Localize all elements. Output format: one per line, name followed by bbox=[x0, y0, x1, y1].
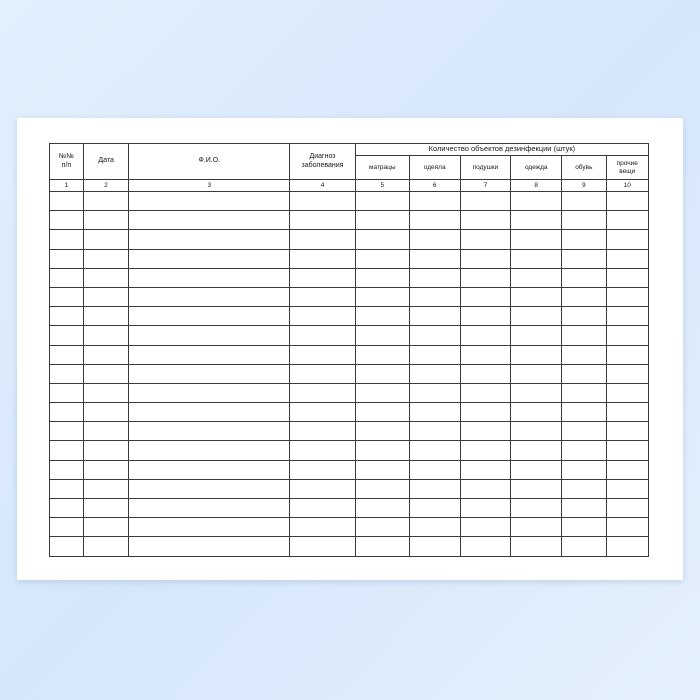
table-cell[interactable] bbox=[562, 249, 606, 268]
table-cell[interactable] bbox=[409, 345, 460, 364]
table-cell[interactable] bbox=[290, 537, 356, 556]
table-cell[interactable] bbox=[460, 441, 511, 460]
table-cell[interactable] bbox=[355, 364, 409, 383]
paper-sheet bbox=[17, 118, 683, 580]
table-cell[interactable] bbox=[129, 249, 290, 268]
table-cell[interactable] bbox=[562, 211, 606, 230]
table-cell[interactable] bbox=[562, 345, 606, 364]
column-number-7: 7 bbox=[460, 180, 511, 192]
table-cell[interactable] bbox=[511, 537, 562, 556]
table-cell[interactable] bbox=[290, 230, 356, 249]
table-cell[interactable] bbox=[511, 211, 562, 230]
table-cell[interactable] bbox=[83, 307, 129, 326]
table-cell[interactable] bbox=[606, 287, 648, 306]
table-cell[interactable] bbox=[129, 499, 290, 518]
table-cell[interactable] bbox=[355, 192, 409, 211]
header-number-line1: №№ bbox=[58, 153, 74, 161]
table-cell[interactable] bbox=[290, 460, 356, 479]
table-row[interactable] bbox=[50, 307, 649, 326]
table-cell[interactable] bbox=[129, 422, 290, 441]
table-cell[interactable] bbox=[606, 403, 648, 422]
table-cell[interactable] bbox=[606, 268, 648, 287]
table-cell[interactable] bbox=[83, 518, 129, 537]
table-cell[interactable] bbox=[409, 326, 460, 345]
table-cell[interactable] bbox=[460, 383, 511, 402]
table-cell[interactable] bbox=[562, 460, 606, 479]
table-cell[interactable] bbox=[83, 287, 129, 306]
table-cell[interactable] bbox=[129, 441, 290, 460]
table-cell[interactable] bbox=[606, 441, 648, 460]
table-cell[interactable] bbox=[606, 460, 648, 479]
table-cell[interactable] bbox=[562, 364, 606, 383]
table-cell[interactable] bbox=[409, 211, 460, 230]
header-cell-group-objects: Количество объектов дезинфекции (штук) bbox=[355, 144, 648, 156]
table-cell[interactable] bbox=[83, 211, 129, 230]
table-cell[interactable] bbox=[562, 537, 606, 556]
table-cell[interactable] bbox=[290, 383, 356, 402]
table-cell[interactable] bbox=[129, 287, 290, 306]
table-cell[interactable] bbox=[511, 422, 562, 441]
table-cell[interactable] bbox=[511, 307, 562, 326]
table-cell[interactable] bbox=[511, 460, 562, 479]
table-cell[interactable] bbox=[511, 518, 562, 537]
table-cell[interactable] bbox=[511, 230, 562, 249]
table-cell[interactable] bbox=[50, 287, 84, 306]
table-cell[interactable] bbox=[129, 268, 290, 287]
table-cell[interactable] bbox=[511, 499, 562, 518]
table-row[interactable] bbox=[50, 192, 649, 211]
table-cell[interactable] bbox=[290, 441, 356, 460]
table-cell[interactable] bbox=[355, 307, 409, 326]
table-cell[interactable] bbox=[606, 364, 648, 383]
table-row[interactable] bbox=[50, 499, 649, 518]
table-cell[interactable] bbox=[409, 230, 460, 249]
table-row[interactable] bbox=[50, 518, 649, 537]
header-cell-mattresses: матрацы bbox=[355, 156, 409, 180]
table-cell[interactable] bbox=[290, 326, 356, 345]
table-cell[interactable] bbox=[50, 441, 84, 460]
table-cell[interactable] bbox=[562, 287, 606, 306]
table-cell[interactable] bbox=[83, 192, 129, 211]
table-cell[interactable] bbox=[606, 537, 648, 556]
header-cell-fullname: Ф.И.О. bbox=[129, 144, 290, 180]
journal-table-container bbox=[49, 143, 649, 557]
table-cell[interactable] bbox=[50, 364, 84, 383]
header-cell-blankets: одеяла bbox=[409, 156, 460, 180]
table-cell[interactable] bbox=[511, 268, 562, 287]
table-cell[interactable] bbox=[606, 230, 648, 249]
table-row[interactable] bbox=[50, 460, 649, 479]
table-row[interactable] bbox=[50, 287, 649, 306]
column-number-9: 9 bbox=[562, 180, 606, 192]
table-cell[interactable] bbox=[409, 441, 460, 460]
header-cell-diagnosis bbox=[290, 144, 356, 180]
table-cell[interactable] bbox=[355, 403, 409, 422]
table-cell[interactable] bbox=[355, 537, 409, 556]
table-cell[interactable] bbox=[511, 441, 562, 460]
table-cell[interactable] bbox=[129, 403, 290, 422]
table-cell[interactable] bbox=[409, 268, 460, 287]
table-cell[interactable] bbox=[129, 460, 290, 479]
column-number-3: 3 bbox=[129, 180, 290, 192]
table-cell[interactable] bbox=[50, 307, 84, 326]
table-cell[interactable] bbox=[606, 192, 648, 211]
table-cell[interactable] bbox=[290, 307, 356, 326]
table-cell[interactable] bbox=[83, 383, 129, 402]
table-cell[interactable] bbox=[606, 249, 648, 268]
table-cell[interactable] bbox=[355, 499, 409, 518]
table-cell[interactable] bbox=[290, 268, 356, 287]
table-row[interactable] bbox=[50, 537, 649, 556]
table-cell[interactable] bbox=[409, 518, 460, 537]
table-cell[interactable] bbox=[290, 287, 356, 306]
table-cell[interactable] bbox=[606, 479, 648, 498]
table-cell[interactable] bbox=[562, 403, 606, 422]
header-cell-pillows: подушки bbox=[460, 156, 511, 180]
table-cell[interactable] bbox=[83, 345, 129, 364]
column-number-10: 10 bbox=[606, 180, 648, 192]
header-cell-date: Дата bbox=[83, 144, 129, 180]
header-diagnosis-line2: заболевания bbox=[301, 161, 344, 169]
table-cell[interactable] bbox=[409, 307, 460, 326]
table-cell[interactable] bbox=[562, 383, 606, 402]
table-cell[interactable] bbox=[511, 192, 562, 211]
table-cell[interactable] bbox=[409, 403, 460, 422]
header-row-main bbox=[50, 144, 649, 156]
table-cell[interactable] bbox=[460, 307, 511, 326]
table-row[interactable] bbox=[50, 230, 649, 249]
table-cell[interactable] bbox=[460, 537, 511, 556]
table-cell[interactable] bbox=[355, 383, 409, 402]
table-row[interactable] bbox=[50, 422, 649, 441]
header-other-line1: прочие bbox=[616, 160, 638, 168]
table-cell[interactable] bbox=[355, 345, 409, 364]
table-cell[interactable] bbox=[355, 441, 409, 460]
table-cell[interactable] bbox=[290, 345, 356, 364]
column-number-4: 4 bbox=[290, 180, 356, 192]
table-body bbox=[50, 192, 649, 557]
table-cell[interactable] bbox=[409, 460, 460, 479]
table-cell[interactable] bbox=[50, 422, 84, 441]
table-cell[interactable] bbox=[460, 211, 511, 230]
table-cell[interactable] bbox=[355, 479, 409, 498]
table-cell[interactable] bbox=[290, 422, 356, 441]
table-cell[interactable] bbox=[511, 403, 562, 422]
table-cell[interactable] bbox=[606, 422, 648, 441]
table-cell[interactable] bbox=[355, 326, 409, 345]
table-cell[interactable] bbox=[50, 249, 84, 268]
table-cell[interactable] bbox=[562, 230, 606, 249]
table-cell[interactable] bbox=[511, 383, 562, 402]
table-cell[interactable] bbox=[290, 249, 356, 268]
table-cell[interactable] bbox=[409, 249, 460, 268]
column-number-5: 5 bbox=[355, 180, 409, 192]
header-cell-other-items bbox=[606, 156, 648, 180]
column-number-1: 1 bbox=[50, 180, 84, 192]
table-cell[interactable] bbox=[290, 211, 356, 230]
table-cell[interactable] bbox=[460, 192, 511, 211]
table-cell[interactable] bbox=[83, 499, 129, 518]
table-cell[interactable] bbox=[50, 403, 84, 422]
table-cell[interactable] bbox=[129, 345, 290, 364]
table-cell[interactable] bbox=[129, 479, 290, 498]
table-cell[interactable] bbox=[562, 479, 606, 498]
table-row[interactable] bbox=[50, 383, 649, 402]
table-cell[interactable] bbox=[129, 326, 290, 345]
header-other-line2: вещи bbox=[619, 167, 636, 175]
table-cell[interactable] bbox=[355, 211, 409, 230]
table-cell[interactable] bbox=[460, 287, 511, 306]
table-cell[interactable] bbox=[50, 211, 84, 230]
table-cell[interactable] bbox=[460, 249, 511, 268]
table-cell[interactable] bbox=[129, 364, 290, 383]
table-cell[interactable] bbox=[460, 268, 511, 287]
table-cell[interactable] bbox=[355, 422, 409, 441]
table-cell[interactable] bbox=[83, 268, 129, 287]
table-cell[interactable] bbox=[562, 192, 606, 211]
table-cell[interactable] bbox=[460, 518, 511, 537]
table-cell[interactable] bbox=[50, 537, 84, 556]
table-cell[interactable] bbox=[460, 326, 511, 345]
header-cell-footwear: обувь bbox=[562, 156, 606, 180]
table-cell[interactable] bbox=[562, 307, 606, 326]
table-cell[interactable] bbox=[409, 499, 460, 518]
table-cell[interactable] bbox=[50, 230, 84, 249]
table-cell[interactable] bbox=[129, 230, 290, 249]
table-cell[interactable] bbox=[511, 326, 562, 345]
table-cell[interactable] bbox=[355, 518, 409, 537]
table-cell[interactable] bbox=[409, 479, 460, 498]
table-cell[interactable] bbox=[409, 192, 460, 211]
table-cell[interactable] bbox=[460, 460, 511, 479]
header-diagnosis-line1: Диагноз bbox=[309, 153, 336, 161]
table-cell[interactable] bbox=[290, 192, 356, 211]
table-cell[interactable] bbox=[606, 499, 648, 518]
table-cell[interactable] bbox=[606, 518, 648, 537]
table-cell[interactable] bbox=[83, 460, 129, 479]
table-cell[interactable] bbox=[511, 249, 562, 268]
table-cell[interactable] bbox=[50, 518, 84, 537]
table-cell[interactable] bbox=[409, 537, 460, 556]
table-cell[interactable] bbox=[129, 211, 290, 230]
table-cell[interactable] bbox=[606, 326, 648, 345]
column-number-6: 6 bbox=[409, 180, 460, 192]
table-cell[interactable] bbox=[409, 364, 460, 383]
header-cell-number bbox=[50, 144, 84, 180]
table-cell[interactable] bbox=[129, 518, 290, 537]
table-cell[interactable] bbox=[290, 499, 356, 518]
table-cell[interactable] bbox=[606, 307, 648, 326]
table-cell[interactable] bbox=[562, 268, 606, 287]
table-row[interactable] bbox=[50, 249, 649, 268]
table-cell[interactable] bbox=[50, 268, 84, 287]
column-number-row bbox=[50, 180, 649, 192]
table-cell[interactable] bbox=[355, 249, 409, 268]
table-row[interactable] bbox=[50, 403, 649, 422]
table-cell[interactable] bbox=[50, 499, 84, 518]
table-cell[interactable] bbox=[460, 403, 511, 422]
table-cell[interactable] bbox=[355, 287, 409, 306]
table-cell[interactable] bbox=[562, 518, 606, 537]
table-cell[interactable] bbox=[355, 230, 409, 249]
header-cell-clothing: одежда bbox=[511, 156, 562, 180]
table-cell[interactable] bbox=[83, 479, 129, 498]
table-cell[interactable] bbox=[290, 403, 356, 422]
table-cell[interactable] bbox=[129, 307, 290, 326]
table-cell[interactable] bbox=[511, 287, 562, 306]
table-cell[interactable] bbox=[50, 383, 84, 402]
table-cell[interactable] bbox=[460, 422, 511, 441]
table-cell[interactable] bbox=[409, 383, 460, 402]
table-cell[interactable] bbox=[50, 192, 84, 211]
table-cell[interactable] bbox=[460, 479, 511, 498]
table-row[interactable] bbox=[50, 211, 649, 230]
table-cell[interactable] bbox=[606, 383, 648, 402]
table-cell[interactable] bbox=[562, 326, 606, 345]
table-cell[interactable] bbox=[50, 460, 84, 479]
table-cell[interactable] bbox=[83, 326, 129, 345]
table-row[interactable] bbox=[50, 268, 649, 287]
table-cell[interactable] bbox=[50, 345, 84, 364]
table-row[interactable] bbox=[50, 326, 649, 345]
table-cell[interactable] bbox=[83, 230, 129, 249]
table-cell[interactable] bbox=[511, 479, 562, 498]
table-cell[interactable] bbox=[290, 518, 356, 537]
table-cell[interactable] bbox=[83, 403, 129, 422]
table-row[interactable] bbox=[50, 364, 649, 383]
table-cell[interactable] bbox=[83, 422, 129, 441]
table-cell[interactable] bbox=[562, 499, 606, 518]
table-cell[interactable] bbox=[83, 364, 129, 383]
table-row[interactable] bbox=[50, 441, 649, 460]
table-cell[interactable] bbox=[511, 345, 562, 364]
table-cell[interactable] bbox=[83, 441, 129, 460]
table-cell[interactable] bbox=[50, 479, 84, 498]
table-cell[interactable] bbox=[355, 268, 409, 287]
table-cell[interactable] bbox=[606, 345, 648, 364]
table-cell[interactable] bbox=[460, 364, 511, 383]
table-cell[interactable] bbox=[83, 537, 129, 556]
column-number-8: 8 bbox=[511, 180, 562, 192]
table-cell[interactable] bbox=[409, 422, 460, 441]
table-cell[interactable] bbox=[562, 422, 606, 441]
table-cell[interactable] bbox=[460, 345, 511, 364]
table-cell[interactable] bbox=[606, 211, 648, 230]
disinfection-log-table bbox=[49, 143, 649, 557]
table-row[interactable] bbox=[50, 345, 649, 364]
table-cell[interactable] bbox=[355, 460, 409, 479]
table-cell[interactable] bbox=[129, 383, 290, 402]
header-number-line2: п/п bbox=[61, 161, 72, 169]
table-cell[interactable] bbox=[129, 192, 290, 211]
table-cell[interactable] bbox=[562, 441, 606, 460]
table-cell[interactable] bbox=[129, 537, 290, 556]
table-cell[interactable] bbox=[460, 499, 511, 518]
table-cell[interactable] bbox=[290, 364, 356, 383]
table-cell[interactable] bbox=[511, 364, 562, 383]
table-row[interactable] bbox=[50, 479, 649, 498]
table-cell[interactable] bbox=[290, 479, 356, 498]
table-cell[interactable] bbox=[409, 287, 460, 306]
table-cell[interactable] bbox=[460, 230, 511, 249]
table-cell[interactable] bbox=[83, 249, 129, 268]
column-number-2: 2 bbox=[83, 180, 129, 192]
table-cell[interactable] bbox=[50, 326, 84, 345]
